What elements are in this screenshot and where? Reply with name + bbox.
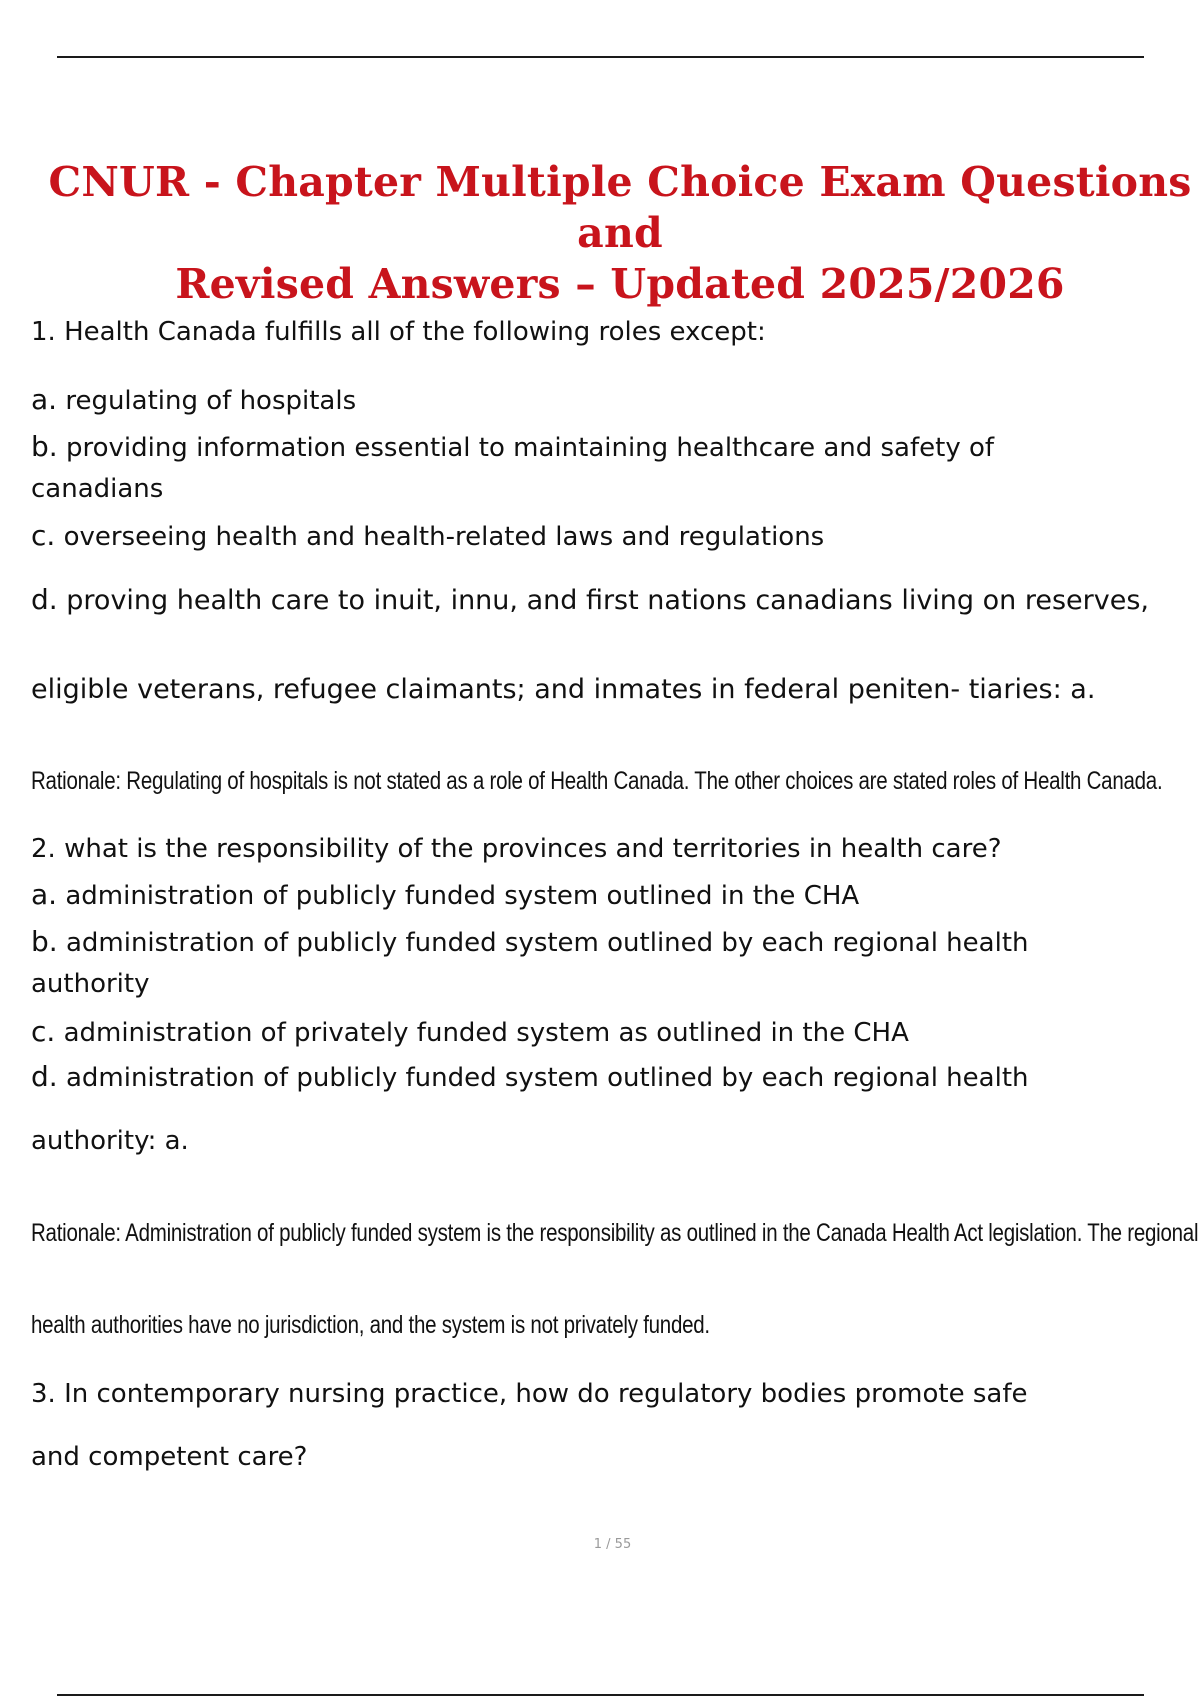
bottom-rule — [57, 1694, 1144, 1696]
question-2-option-c: c. administration of privately funded system as outlined in the CHA — [31, 1015, 909, 1048]
question-2-option-b-cont: authority — [31, 969, 150, 999]
question-3-stem-cont: and competent care? — [31, 1442, 308, 1472]
top-rule — [57, 56, 1144, 58]
question-1-option-b-cont: canadians — [31, 474, 164, 504]
page-number: 1 / 55 — [593, 1537, 632, 1552]
title-line-1: CNUR - Chapter Multiple Choice Exam Questions and — [48, 158, 1192, 257]
question-2-stem: 2. what is the responsibility of the provinces and territories in health care? — [31, 834, 1002, 864]
question-1-stem: 1. Health Canada fulfills all of the following roles except: — [31, 317, 766, 347]
question-3-stem: 3. In contemporary nursing practice, how do regulatory bodies promote safe — [31, 1379, 1028, 1409]
question-1-option-d-cont: eligible veterans, refugee claimants; and inmates in federal peniten- tiaries: a. — [31, 674, 1096, 705]
question-1-option-a: a. regulating of hospitals — [31, 383, 357, 416]
question-1-option-d: d. proving health care to inuit, innu, and first nations canadians living on reserves, — [31, 583, 1149, 616]
question-2-rationale-line-2: health authorities have no jurisdiction, and the system is not privately funded. — [31, 1311, 710, 1339]
question-2-option-d: d. administration of publicly funded system outlined by each regional health — [31, 1060, 1029, 1093]
question-1-option-b: b. providing information essential to maintaining healthcare and safety of — [31, 430, 995, 463]
question-2-option-d-cont: authority: a. — [31, 1126, 189, 1156]
document-title — [40, 157, 1200, 310]
question-2-rationale-line-1: Rationale: Administration of publicly funded system is the responsibility as outlined in the Canada Health Act legislation. The regional — [31, 1219, 1199, 1247]
question-2-option-a: a. administration of publicly funded system outlined in the CHA — [31, 878, 860, 911]
title-line-2: Revised Answers – Updated 2025/2026 — [175, 260, 1065, 308]
question-1-option-c: c. overseeing health and health-related laws and regulations — [31, 519, 825, 552]
question-2-option-b: b. administration of publicly funded system outlined by each regional health — [31, 925, 1029, 958]
question-1-rationale: Rationale: Regulating of hospitals is not stated as a role of Health Canada. The other choices are stated roles of Health Canada. — [31, 767, 1163, 795]
